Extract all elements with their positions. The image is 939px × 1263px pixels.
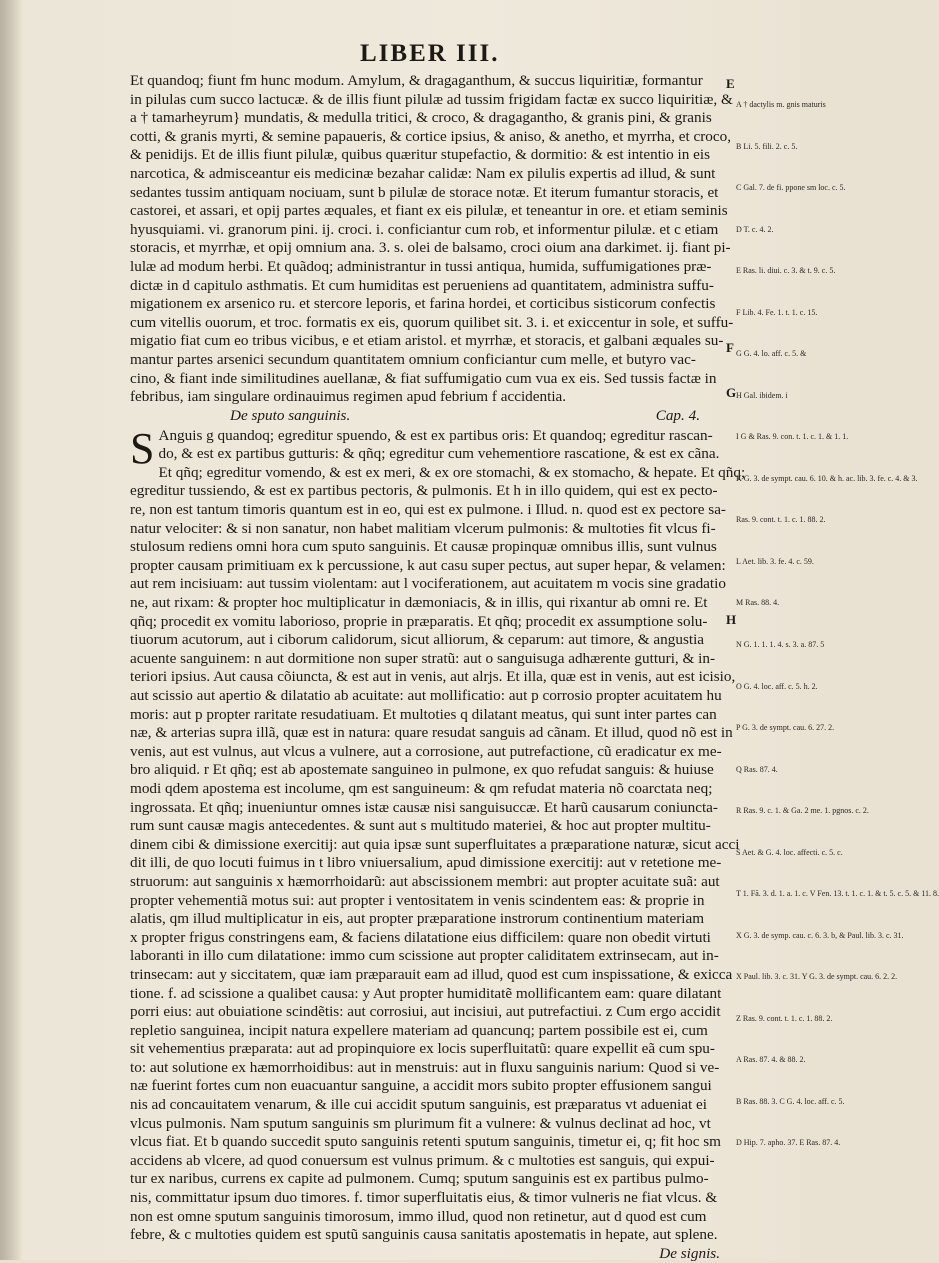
text-line: febre, & c multoties quidem est sputũ sanguinis causa sanitatis apostematis in hepate, aut splene. bbox=[130, 1226, 718, 1244]
text-line: propter vehementiã motus sui: aut propter i ventositatem in venis scindentem eas: & proprie in bbox=[130, 891, 705, 909]
text-line: moris: aut p propter raritate resudatiuam. Et multoties q dilatant meatus, qui sunt inter partes can bbox=[130, 705, 717, 723]
text-line: mantur partes arsenici secundum quantitatem omnium conficiantur cum melle, et butyro vac- bbox=[130, 350, 696, 368]
text-line: struorum: aut sanguinis x hæmorrhoidarũ: aut abscissionem membri: aut propter acuitate suã: aut bbox=[130, 872, 720, 890]
text-line: porri eius: aut obuiatione scindẽtis: aut corrosiui, aut incisiui, aut putrefactiui. z Cum ergo accidit bbox=[130, 1003, 721, 1021]
text-line: Anguis g quandoq; egreditur spuendo, & est ex partibus oris: Et quandoq; egreditur rascan- bbox=[158, 426, 713, 444]
text-line: re, non est tantum timoris quantum est in eo, qui est ex pulmone. i Illud. n. quod est ex pectore sa- bbox=[130, 501, 726, 519]
margin-note: H Gal. ibidem. i bbox=[736, 390, 788, 400]
margin-letter: E bbox=[726, 76, 735, 91]
text-line: a † tamarheyrum} mundatis, & medulla tritici, & croco, & dragagantho, & granis pini, & granis bbox=[130, 109, 712, 127]
margin-letter: F bbox=[726, 340, 734, 355]
margin-note: L Aet. lib. 3. fe. 4. c. 59. bbox=[736, 556, 814, 566]
text-line: sit vehementius præparata: aut ad propinquiore ex locis superfluitatũ: quare expellit eã cum spu- bbox=[130, 1040, 715, 1058]
text-line: tur ex naribus, currens ex capite ad pulmonem. Cumq; sputum sanguinis est ex partibus pulmo- bbox=[130, 1170, 709, 1188]
margin-note: P G. 3. de sympt. cau. 6. 27. 2. bbox=[736, 723, 835, 733]
text-line: in pilulas cum succo lactucæ. & de illis fiunt pilulæ ad tussim frigidam factæ ex succo liquiritiæ, & bbox=[130, 90, 733, 108]
text-line: do, & est ex partibus gutturis: & qñq; egreditur cum vehementiore rascatione, & est ex cãna. bbox=[158, 445, 720, 463]
margin-note: B Ras. 88. 3. C G. 4. loc. aff. c. 5. bbox=[736, 1096, 845, 1106]
margin-note: N G. 1. 1. 1. 4. s. 3. a. 87. 5 bbox=[736, 640, 825, 649]
paragraph-chapter bbox=[130, 423, 746, 1245]
text-line: acuente sanguinem: n aut dormitione non super stratũ: aut o sanguisuga adhærente gutturi, & in- bbox=[130, 649, 716, 667]
text-line: bro aliquid. r Et qñq; est ab apostemate sanguineo in pulmone, ex quo refudat sanguis: & huiuse bbox=[130, 761, 714, 779]
text-line: repletio sanguinea, incipit natura expellere materiam ad quancunq; partem possibile est ei, cum bbox=[130, 1021, 708, 1039]
text-line: dit illi, de quo locuti fuimus in t libro vniuersalium, apud dimissione exercitij: aut v retetione me- bbox=[130, 854, 722, 872]
text-line: & penidijs. Et de illis fiunt pilulæ, quibus quæritur stupefactio, & dormitio: & est intentio in eis bbox=[130, 146, 711, 164]
text-line: næ, & arterias supra illã, quæ est in natura: quare resudat sanguis ad cãnam. Et illud, quod nõ est in bbox=[130, 724, 733, 742]
text-line: migationem ex arsenico ru. et stercore leporis, et farina hordei, et corticibus sisticorum confectis bbox=[130, 295, 716, 313]
binding-shadow bbox=[0, 0, 22, 1260]
margin-note: I G & Ras. 9. con. t. 1. c. 1. & 1. 1. bbox=[736, 432, 849, 442]
text-line: migatio fiat cum eo tribus vicibus, e et etiam aristol. et myrrhæ, et storacis, et galbani æquales su- bbox=[130, 332, 724, 350]
text-line: hyusquiami. vi. granorum pini. ij. croci. i. conficiantur cum rob, et informentur pilulæ. et c etiam bbox=[130, 220, 719, 238]
margin-note: K G. 3. de sympt. cau. 6. 10. & h. ac. lib. 3. fe. c. 4. & 3. bbox=[736, 473, 918, 483]
chapter-title: De sputo sanguinis. bbox=[230, 406, 351, 424]
margin-note: D Hip. 7. apho. 37. E Ras. 87. 4. bbox=[736, 1138, 841, 1148]
text-line: egreditur tussiendo, & est ex partibus pectoris, & pulmonis. Et h in illo quidem, qui est ex pecto- bbox=[130, 482, 718, 500]
margin-letter: G bbox=[726, 385, 737, 400]
text-line: alatis, qm illud multiplicatur in eis, aut propter præparatione instrorum continentium materiam bbox=[130, 910, 705, 928]
margin-note: X Paul. lib. 3. c. 31. Y G. 3. de sympt. cau. 6. 2. 2. bbox=[736, 972, 898, 982]
text-line: dinem cibi & dimissione exercitij: aut quia ipsæ sunt superfluitates a præparatione naturæ, sicut acci bbox=[130, 835, 740, 853]
text-line: stulosum rediens omni hora cum sputo sanguinis. Et causæ propinquæ omnibus illis, sunt vulnus bbox=[130, 538, 717, 556]
paragraph-top bbox=[130, 72, 734, 407]
margin-note: D T. c. 4. 2. bbox=[736, 224, 774, 234]
text-line: Et qñq; egreditur vomendo, & est ex meri, & ex ore stomachi, & ex stomacho, & hepate. Et qñq; bbox=[158, 463, 746, 481]
text-line: cino, & fiant inde similitudines auellanæ, & fiat suffumigatio cum vua ex eis. Sed tussis factæ in bbox=[130, 369, 717, 387]
running-head: LIBER III. bbox=[360, 40, 500, 67]
text-line: tione. f. ad scissione a qualibet causa: y Aut propter humiditatẽ mollificantem eam: quare dilatant bbox=[130, 984, 722, 1002]
text-line: non est omne sputum sanguinis timorosum, immo illud, quod non retinetur, aut d quod est cum bbox=[130, 1207, 707, 1225]
margin-note: A Ras. 87. 4. & 88. 2. bbox=[736, 1055, 806, 1065]
text-line: storacis, et myrrhæ, et opij omnium ana. 3. s. olei de balsamo, croci oium ana darkimet. ij. fiant pi- bbox=[130, 239, 731, 257]
drop-cap: S bbox=[130, 423, 155, 473]
text-line: nis ad concauitatem venarum, & ille cui accidit sputum sanguinis, est præparatus vt adueniat ei bbox=[130, 1096, 707, 1114]
margin-note: Z Ras. 9. cont. t. 1. c. 1. 88. 2. bbox=[736, 1013, 833, 1023]
margin-note: X G. 3. de symp. cau. c. 6. 3. b, & Paul. lib. 3. c. 31. bbox=[736, 930, 904, 940]
text-line: accidens ab vlcere, ad quod conuersum est vulnus primum. & c multoties est sanguis, qui expui- bbox=[130, 1151, 715, 1169]
text-line: ne, aut rixam: & propter hoc multiplicatur in dæmoniacis, & in illis, qui rixantur ab omni re. Et bbox=[130, 594, 708, 612]
margin-note: B Li. 5. fili. 2. c. 5. bbox=[736, 141, 798, 151]
margin-note: F Lib. 4. Fe. 1. t. 1. c. 15. bbox=[736, 307, 818, 317]
text-line: qñq; procedit ex vomitu laborioso, proprie in præparatis. Et qñq; procedit ex assumptione solu- bbox=[130, 612, 708, 630]
margin-note: Q Ras. 87. 4. bbox=[736, 764, 778, 774]
margin-note: C Gal. 7. de fi. ppone sm loc. c. 5. bbox=[736, 183, 846, 193]
text-line: sedantes tussim antiquam nociuam, sunt b pilulæ de storace notæ. Et iterum fumantur storacis, et bbox=[130, 183, 719, 201]
text-line: trinsecam: aut y siccitatem, quæ iam præparauit eam ad illud, quod est cum inspissatione, & exicca bbox=[130, 965, 733, 983]
text-line: Et quandoq; fiunt fm hunc modum. Amylum, & dragaganthum, & succus liquiritiæ, formantur bbox=[130, 72, 703, 89]
text-line: x propter frigus constringens eam, & faciens dilatatione eius difficilem: quare non obedit virtuti bbox=[130, 928, 711, 946]
text-line: aut scissio aut apertio & dilatatio ab acuitate: aut mollificatio: aut p corrosio propter acuitatem hu bbox=[130, 687, 722, 704]
margin-note: R Ras. 9. c. 1. & Ga. 2 me. 1. pgnos. c. 2. bbox=[736, 806, 869, 816]
text-line: ingrossata. Et qñq; inueniuntur omnes istæ causæ nisi sanguisuccæ. Et harũ causarum coniuncta- bbox=[130, 798, 718, 816]
margin-note: A † dactylis m. gnis maturis bbox=[736, 100, 826, 109]
text-line: rum sunt causæ magis antecedentes. & sunt aut s multitudo materiei, & hoc aut propter multitu- bbox=[130, 817, 711, 835]
text-line: cum vitellis ouorum, et troc. formatis ex eis, quorum quilibet sit. 3. i. et exiccentur in sole, et suffu- bbox=[130, 313, 734, 331]
chapter-heading bbox=[130, 407, 730, 427]
catchword: De signis. bbox=[659, 1244, 720, 1262]
margin-note: G G. 4. lo. aff. c. 5. & bbox=[736, 349, 807, 359]
margin-note: Ras. 9. cont. t. 1. c. 1. 88. 2. bbox=[736, 515, 826, 525]
margin-letter: H bbox=[726, 612, 737, 627]
text-line: tiuorum acutorum, aut i ciborum calidorum, sicut alliorum, & ceparum: aut timore, & angustia bbox=[130, 631, 705, 649]
margin-note: O G. 4. loc. aff. c. 5. h. 2. bbox=[736, 681, 818, 691]
text-line: dictæ in d capitulo asthmatis. Et cum humiditas est perueniens ad quantitatem, administra suffu- bbox=[130, 276, 714, 294]
margin-note: T 1. Fã. 3. d. 1. a. 1. c. V Fen. 13. t. 1. c. 1. & t. 5. c. 5. & 11. 8. bbox=[736, 889, 939, 899]
text-line: natur velociter: & si non sanatur, non habet malitiam vlcerum pulmonis: & multoties fit vlcus fi- bbox=[130, 519, 716, 537]
text-line: aut rem incisiuam: aut tussim violentam: aut l vociferationem, aut acuitatem m vocis sine gradatio bbox=[130, 575, 726, 593]
text-line: narcotica, & admisceantur eis medicinæ bezahar calidæ: Nam ex pilulis expertis ad illud, & sunt bbox=[130, 164, 716, 182]
text-line: venis, aut est vulnus, aut vlcus a vulnere, aut a corrosione, aut putrefactione, cũ eradicatur ex me- bbox=[130, 742, 722, 760]
chapter-number: Cap. 4. bbox=[655, 406, 700, 424]
text-line: vlcus pulmonis. Nam sputum sanguinis sm plurimum fit a vulnere: & vulnus declinat ad hoc, vt bbox=[130, 1114, 711, 1132]
text-line: nis, committatur ipsum duo timores. f. timor superfluitatis eius, & timor vulneris ne fiat vlcus. & bbox=[130, 1189, 718, 1207]
text-line: to: aut solutione ex hæmorrhoidibus: aut in menstruis: aut in fluxu sanguinis narium: Quod si ve- bbox=[130, 1058, 720, 1076]
main-text-column bbox=[130, 72, 746, 1263]
text-line: cotti, & granis myrti, & semine papaueris, & cortice ipsius, & aniso, & anetho, et myrrha, et croco, bbox=[130, 127, 732, 145]
text-line: castorei, et assari, et opij partes æquales, et fiant ex eis pilulæ, et teneantur in ore. et etiam seminis bbox=[130, 202, 728, 220]
margin-note: S Aet. & G. 4. loc. affecti. c. 5. c. bbox=[736, 847, 843, 857]
text-line: vlcus fiat. Et b quando succedit sputo sanguinis retenti sputum sanguinis, timetur ei, q; fit hoc sm bbox=[130, 1133, 721, 1151]
text-line: teriori ipsius. Aut causa cõiuncta, & est aut in venis, aut alrjs. Et illa, quæ est in venis, aut est icisio, bbox=[130, 668, 736, 686]
text-line: næ fuerint fortes cum non euacuantur sanguine, a accidit mors subito propter effusionem sangui bbox=[130, 1077, 712, 1095]
text-line: febribus, iam singulare ordinauimus regimen apud febrium f accidentia. bbox=[130, 388, 567, 406]
margin-note: E Ras. li. diui. c. 3. & t. 9. c. 5. bbox=[736, 266, 836, 276]
text-line: lulæ ad modum herbi. Et quãdoq; administrantur in tussi antiqua, humida, suffumigationes præ- bbox=[130, 257, 712, 275]
text-line: modi qdem apostema est incolume, qm est sanguineum: & qm refudat materia nõ coarctata neq; bbox=[130, 779, 713, 797]
margin-note: M Ras. 88. 4. bbox=[736, 598, 780, 608]
text-line: laboranti in illo cum dilatatione: immo cum scissione aut propter caliditatem extrinsecam, aut in- bbox=[130, 947, 719, 965]
text-line: propter causam primitiuam ex k percussione, k aut casu super pectus, aut super hepar, & velamen: bbox=[130, 556, 726, 574]
